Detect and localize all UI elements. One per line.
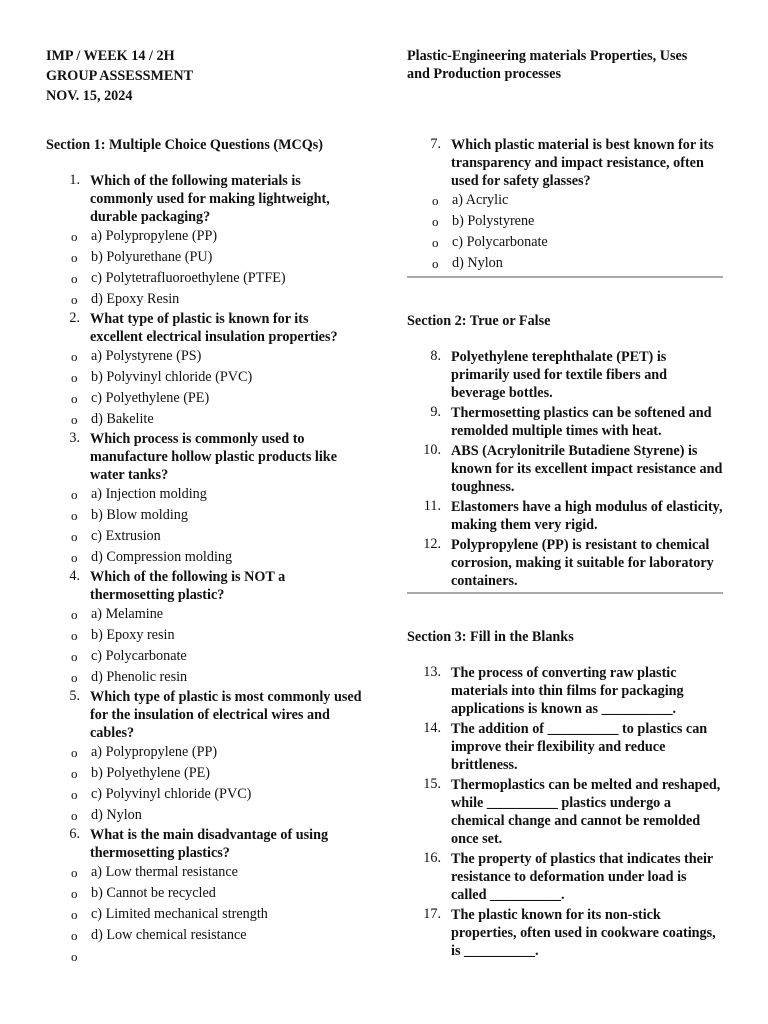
answer-option	[46, 604, 364, 625]
question-13	[407, 664, 723, 718]
option-text: b) Blow molding	[91, 507, 188, 523]
section1-questions-left	[46, 172, 364, 964]
option-text: b) Polyvinyl chloride (PVC)	[91, 369, 253, 385]
question-text: Polyethylene terephthalate (PET) is primarily used for textile fibers and beverage bottles.	[451, 349, 668, 401]
option-text: a) Injection molding	[91, 486, 207, 502]
question-text: Which plastic material is best known for its transparency and impact resistance, often used for safety glasses?	[451, 137, 714, 189]
question-number: 6.	[69, 826, 80, 842]
question-12	[407, 536, 723, 590]
bullet-icon: o	[71, 886, 78, 901]
option-list	[46, 484, 364, 568]
question-7	[407, 136, 723, 274]
answer-option	[46, 625, 364, 646]
question-number: 9.	[430, 404, 441, 420]
option-text: a) Low thermal resistance	[91, 864, 238, 880]
option-text: a) Melamine	[91, 606, 164, 622]
answer-option	[46, 646, 364, 667]
bullet-icon: o	[71, 250, 78, 265]
question-text: Which of the following is NOT a thermosetting plastic?	[90, 569, 286, 603]
question-16	[407, 850, 723, 904]
question-text: ABS (Acrylonitrile Butadiene Styrene) is known for its excellent impact resistance and toughness.	[451, 443, 723, 495]
question-11	[407, 498, 723, 534]
option-list	[407, 190, 723, 274]
bullet-icon: o	[71, 550, 78, 565]
option-text: c) Polyvinyl chloride (PVC)	[91, 786, 252, 802]
option-list	[46, 604, 364, 688]
question-6	[46, 826, 364, 964]
bullet-icon: o	[71, 292, 78, 307]
question-14	[407, 720, 723, 774]
bullet-icon: o	[432, 193, 439, 208]
option-text: b) Cannot be recycled	[91, 885, 216, 901]
question-number: 1.	[69, 172, 80, 188]
answer-option	[46, 862, 364, 883]
bullet-icon: o	[71, 745, 78, 760]
option-text: c) Polytetrafluoroethylene (PTFE)	[91, 270, 286, 286]
bullet-icon: o	[71, 349, 78, 364]
option-text: a) Acrylic	[452, 192, 509, 208]
header-title-line1: Plastic-Engineering materials Properties, Uses	[407, 48, 688, 64]
option-list	[46, 862, 364, 964]
bullet-icon: o	[71, 670, 78, 685]
answer-option	[46, 367, 364, 388]
bullet-icon: o	[432, 256, 439, 271]
bullet-icon: o	[71, 766, 78, 781]
question-text: Thermosetting plastics can be softened and remolded multiple times with heat.	[451, 405, 712, 439]
bullet-icon: o	[71, 508, 78, 523]
option-list	[46, 742, 364, 826]
option-text: c) Limited mechanical strength	[91, 906, 268, 922]
bullet-icon: o	[71, 628, 78, 643]
section1-questions-right	[407, 136, 723, 274]
question-text: The addition of __________ to plastics can improve their flexibility and reduce brittleness.	[451, 721, 708, 773]
bullet-icon: o	[71, 391, 78, 406]
option-text: b) Polystyrene	[452, 213, 535, 229]
option-text: b) Epoxy resin	[91, 627, 175, 643]
bullet-icon: o	[71, 928, 78, 943]
question-number: 7.	[430, 136, 441, 152]
bullet-icon: o	[71, 229, 78, 244]
header-title-line2: and Production processes	[407, 66, 561, 82]
question-8	[407, 348, 723, 402]
bullet-icon: o	[71, 412, 78, 427]
option-text: a) Polypropylene (PP)	[91, 228, 218, 244]
bullet-icon: o	[71, 607, 78, 622]
option-text: c) Extrusion	[91, 528, 161, 544]
question-text: Which type of plastic is most commonly used for the insulation of electrical wires and cables?	[90, 689, 362, 741]
answer-option	[46, 247, 364, 268]
answer-option	[46, 883, 364, 904]
question-number: 13.	[423, 664, 441, 680]
bullet-icon: o	[71, 865, 78, 880]
option-text: b) Polyurethane (PU)	[91, 249, 213, 265]
option-text: d) Compression molding	[91, 549, 233, 565]
divider-2	[407, 592, 723, 594]
option-text: a) Polypropylene (PP)	[91, 744, 218, 760]
bullet-icon: o	[71, 649, 78, 664]
question-9	[407, 404, 723, 440]
question-text: What type of plastic is known for its excellent electrical insulation properties?	[90, 311, 338, 345]
option-text: d) Phenolic resin	[91, 669, 188, 685]
question-number: 8.	[430, 348, 441, 364]
header-left	[46, 46, 366, 106]
question-number: 10.	[423, 442, 441, 458]
header-title	[407, 47, 723, 83]
question-17	[407, 906, 723, 960]
question-number: 14.	[423, 720, 441, 736]
answer-option	[46, 805, 364, 826]
option-text: d) Bakelite	[91, 411, 154, 427]
option-text: d) Nylon	[91, 807, 142, 823]
question-text: What is the main disadvantage of using thermosetting plastics?	[90, 827, 329, 861]
question-10	[407, 442, 723, 496]
answer-option	[46, 346, 364, 367]
option-text: c) Polyethylene (PE)	[91, 390, 210, 406]
bullet-icon: o	[432, 235, 439, 250]
question-2	[46, 310, 364, 430]
question-number: 5.	[69, 688, 80, 704]
answer-option	[46, 226, 364, 247]
question-text: The process of converting raw plastic materials into thin films for packaging applications is known as __________.	[451, 665, 684, 717]
option-list	[46, 226, 364, 310]
header-date: NOV. 15, 2024	[46, 88, 133, 104]
question-number: 11.	[423, 498, 441, 514]
option-list	[46, 346, 364, 430]
section2-questions	[407, 348, 723, 592]
option-text: c) Polycarbonate	[452, 234, 548, 250]
answer-option	[407, 211, 723, 232]
question-text: Thermoplastics can be melted and reshaped, while __________ plastics undergo a chemical change and cannot be remolded once set.	[451, 777, 721, 847]
question-number: 16.	[423, 850, 441, 866]
option-text: d) Epoxy Resin	[91, 291, 180, 307]
question-1	[46, 172, 364, 310]
bullet-icon: o	[71, 808, 78, 823]
question-number: 17.	[423, 906, 441, 922]
answer-option	[46, 289, 364, 310]
bullet-icon: o	[71, 949, 78, 964]
question-text: Elastomers have a high modulus of elasticity, making them very rigid.	[451, 499, 723, 533]
answer-option	[46, 904, 364, 925]
bullet-icon: o	[71, 529, 78, 544]
section3-title: Section 3: Fill in the Blanks	[407, 629, 574, 645]
answer-option	[46, 763, 364, 784]
question-number: 4.	[69, 568, 80, 584]
bullet-icon: o	[71, 787, 78, 802]
section1-title: Section 1: Multiple Choice Questions (MCQs)	[46, 137, 324, 153]
question-4	[46, 568, 364, 688]
bullet-icon: o	[71, 271, 78, 286]
question-text: Which process is commonly used to manufacture hollow plastic products like water tanks?	[90, 431, 337, 483]
answer-option	[407, 253, 723, 274]
answer-option	[46, 547, 364, 568]
divider-1	[407, 276, 723, 278]
section3-questions	[407, 664, 723, 962]
answer-option	[46, 526, 364, 547]
question-number: 2.	[69, 310, 80, 326]
question-text: The plastic known for its non-stick properties, often used in cookware coatings, is __________.	[451, 907, 716, 959]
question-text: Polypropylene (PP) is resistant to chemical corrosion, making it suitable for laboratory containers.	[451, 537, 714, 589]
question-3	[46, 430, 364, 568]
bullet-icon: o	[71, 370, 78, 385]
option-text: c) Polycarbonate	[91, 648, 187, 664]
answer-option	[46, 388, 364, 409]
answer-option	[46, 505, 364, 526]
question-15	[407, 776, 723, 848]
answer-option	[46, 784, 364, 805]
option-text: a) Polystyrene (PS)	[91, 348, 202, 364]
bullet-icon: o	[71, 907, 78, 922]
question-text: Which of the following materials is commonly used for making lightweight, durable packaging?	[90, 173, 330, 225]
answer-option	[407, 232, 723, 253]
answer-option	[46, 667, 364, 688]
header-assessment: GROUP ASSESSMENT	[46, 68, 194, 84]
option-text: d) Low chemical resistance	[91, 927, 247, 943]
answer-option	[46, 409, 364, 430]
answer-option	[46, 484, 364, 505]
answer-option	[46, 925, 364, 946]
question-number: 15.	[423, 776, 441, 792]
option-text: d) Nylon	[452, 255, 503, 271]
question-5	[46, 688, 364, 826]
question-number: 12.	[423, 536, 441, 552]
question-number: 3.	[69, 430, 80, 446]
answer-option	[46, 268, 364, 289]
answer-option	[46, 742, 364, 763]
bullet-icon: o	[71, 487, 78, 502]
section2-title: Section 2: True or False	[407, 313, 551, 329]
option-text: b) Polyethylene (PE)	[91, 765, 210, 781]
bullet-icon: o	[432, 214, 439, 229]
question-text: The property of plastics that indicates their resistance to deformation under load is called __________.	[451, 851, 713, 903]
header-week: IMP / WEEK 14 / 2H	[46, 48, 175, 64]
answer-option	[407, 190, 723, 211]
